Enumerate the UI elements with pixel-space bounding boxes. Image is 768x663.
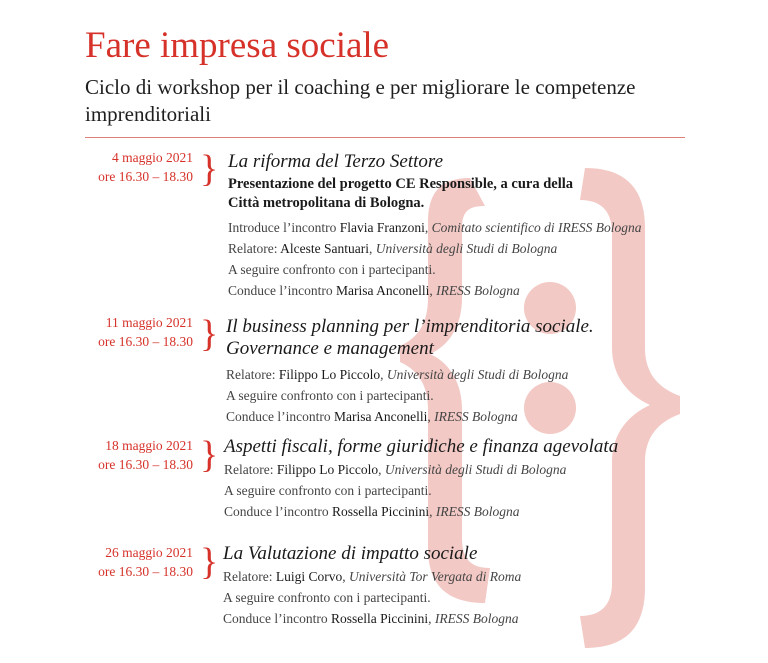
- event-title: La riforma del Terzo Settore: [228, 151, 444, 172]
- event-title: La Valutazione di impatto sociale: [223, 543, 478, 564]
- brace-icon: }: [200, 541, 219, 583]
- note-line: A seguire confronto con i partecipanti.: [226, 388, 434, 403]
- event-time: ore 16.30 – 18.30: [98, 564, 193, 579]
- divider: [85, 137, 685, 138]
- brace-icon: }: [200, 434, 219, 476]
- event-date: 26 maggio 2021: [105, 545, 193, 560]
- brace-icon: }: [200, 313, 219, 355]
- note-line: A seguire confronto con i partecipanti.: [223, 590, 431, 605]
- moderator-line: Conduce l’incontro Rossella Piccinini, IRESS Bologna: [224, 504, 520, 519]
- event-date: 11 maggio 2021: [105, 315, 193, 330]
- event-time: ore 16.30 – 18.30: [98, 334, 193, 349]
- event-title: Aspetti fiscali, forme giuridiche e finanza agevolata: [224, 436, 619, 457]
- note-line: A seguire confronto con i partecipanti.: [224, 483, 432, 498]
- brace-icon: }: [200, 148, 219, 190]
- event-date: 18 maggio 2021: [105, 438, 193, 453]
- moderator-line: Conduce l’incontro Marisa Anconelli, IRESS Bologna: [228, 283, 520, 298]
- speaker-line: Introduce l’incontro Flavia Franzoni, Comitato scientifico di IRESS Bologna: [228, 220, 642, 235]
- moderator-line: Conduce l’incontro Rossella Piccinini, IRESS Bologna: [223, 611, 519, 626]
- speaker-line: Relatore: Alceste Santuari, Università degli Studi di Bologna: [228, 241, 558, 256]
- event-title-line-2: Governance e management: [226, 338, 434, 359]
- speaker-line: Relatore: Luigi Corvo, Università Tor Vergata di Roma: [223, 569, 522, 584]
- page-subtitle: Ciclo di workshop per il coaching e per migliorare le competenze imprenditoriali: [85, 75, 636, 126]
- note-line: A seguire confronto con i partecipanti.: [228, 262, 436, 277]
- moderator-line: Conduce l’incontro Marisa Anconelli, IRESS Bologna: [226, 409, 518, 424]
- event-time: ore 16.30 – 18.30: [98, 457, 193, 472]
- event-title: Il business planning per l’imprenditoria sociale.: [226, 316, 594, 337]
- speaker-line: Relatore: Filippo Lo Piccolo, Università degli Studi di Bologna: [226, 367, 569, 382]
- event-description: Presentazione del progetto CE Responsible, a cura della Città metropolitana di Bologna.: [228, 176, 574, 211]
- page-title: Fare impresa sociale: [85, 25, 390, 66]
- speaker-line: Relatore: Filippo Lo Piccolo, Università degli Studi di Bologna: [224, 462, 567, 477]
- event-time: ore 16.30 – 18.30: [98, 169, 193, 184]
- event-date: 4 maggio 2021: [112, 150, 193, 165]
